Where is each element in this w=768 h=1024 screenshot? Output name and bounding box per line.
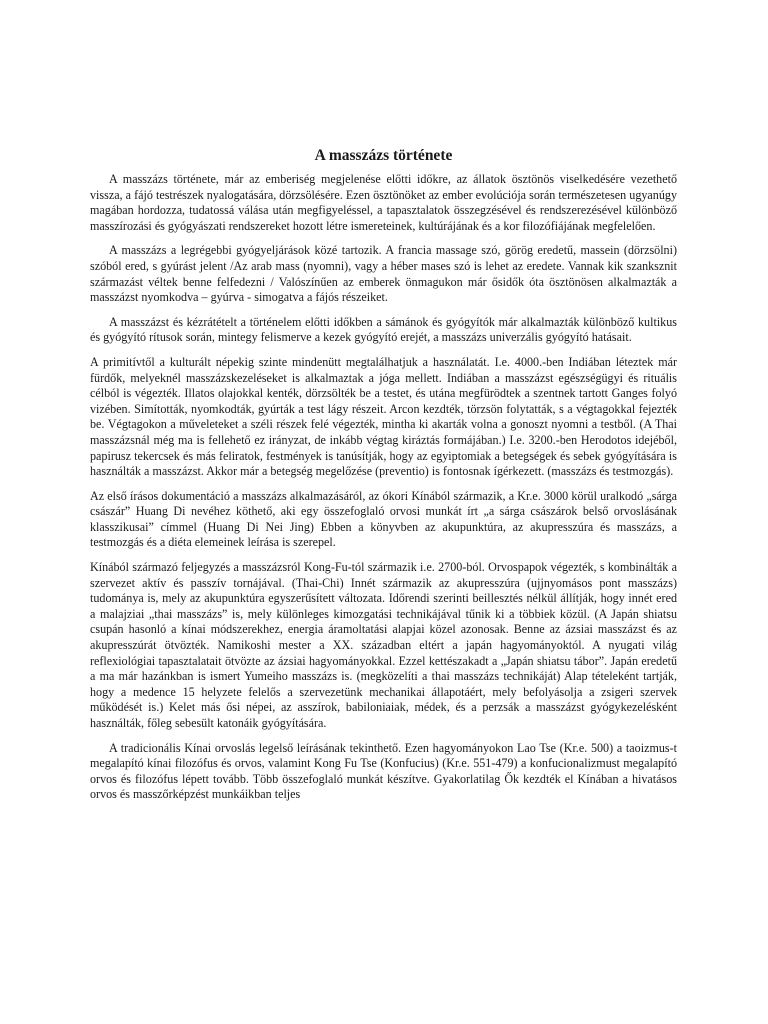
paragraph: A masszázs története, már az emberiség megjelenése előtti időkre, az állatok ösztönös viselkedésére vezethető vissza, a fájó testrészek nyalogatására, dörzsölésére. Ezen ösztönöket az ember evolúciója során természetesen ugyanúgy magában hordozza, tudatossá válása után megfigyeléssel, a tapasztalatok összegzésével és rendszerezésével különböző masszírozási és gyógyászati rendszereket hozott létre ismereteinek, kultúrájának és a kor filozófiájának megfelelően. <box>90 172 677 233</box>
paragraph: A masszázs a legrégebbi gyógyeljárások közé tartozik. A francia massage szó, görög eredetű, massein (dörzsölni) szóból ered, s gyúrást jelent /Az arab mass (nyomni), vagy a héber mases szó is lehet az eredete. Vannak kik szanksznit származást véltek benne felfedezni / Valószínűen az emberek önmagukon már ősidők óta ösztönösen alkalmazták a masszázst nyomkodva – gyúrva - simogatva a fájós részeiket. <box>90 243 677 305</box>
paragraph: Az első írásos dokumentáció a masszázs alkalmazásáról, az ókori Kínából származik, a Kr.e. 3000 körül uralkodó „sárga császár” Huang Di nevéhez köthető, aki egy összefoglaló orvosi munkát írt „a sárga császárok belső orvoslásának klasszikusai” címmel (Huang Di Nei Jing) Ebben a könyvben az akupunktúra, az akupresszúra és masszázs, a testmozgás és a diéta elemeinek leírása is szerepel. <box>90 488 677 550</box>
paragraph: A tradicionális Kínai orvoslás legelső leírásának tekinthető. Ezen hagyományokon Lao Tse (Kr.e. 500) a taoizmus-t megalapító kínai filozófus és orvos, valamint Kong Fu Tse (Konfucius) (Kr.e. 551-479) a konfucionalizmust megalapító orvos és filozófus lépett tovább. Több összefoglaló munkát készítve. Gyakorlatilag Ők kezdték el Kínában a hivatásos orvos és masszőrképzést munkáikban teljes <box>90 740 677 802</box>
document-page <box>90 0 677 1024</box>
paragraph: A masszázst és kézrátételt a történelem előtti időkben a sámánok és gyógyítók már alkalmazták különböző kultikus és gyógyító rítusok során, mintegy felismerve a kezek gyógyító erejét, a masszázs univerzális gyógyító hatásait. <box>90 314 677 345</box>
paragraph: Kínából származó feljegyzés a masszázsról Kong-Fu-tól származik i.e. 2700-ból. Orvospapok végezték, s kombinálták a szervezet aktív és passzív tornájával. (Thai-Chi) Innét származik az akupresszúra (ujjnyomásos pont masszázs) tudománya is, mely az akupunktúra egyszerűsített változata. Időrendi szerinti beillesztés nélkül állítják, hogy innét ered a malajziai „thai masszázs” is, mely különleges kimozgatási technikájával tűnik ki a többiek közül. (A Japán shiatsu csupán hasonló a kínai módszerekhez, energia áramoltatási alapjai közel azonosak. Benne az ázsiai masszázst és az akupresszúrát ötvözték. Namikoshi mester a XX. században eltért a japán hagyományoktól. A nyugati világ reflexiológiai tapasztalatait ötvözte az ázsiai hagyományokkal. Ezzel kettészakadt a „Japán shiatsu tábor”. Japán eredetű a ma már hazánkban is ismert Yumeiho masszázs is. (megközelíti a thai masszázs technikáját) Alap tételeként tartják, hogy a medence 15 helyzete felelős a szervezetünk mechanikai állapotáért, mely befolyásolja a zsigeri szervek működését is.) Kelet más ősi népei, az asszírok, babiloniaiak, médek, és a perzsák a masszázst gyógykezelésként használták, főleg sebesült katonáik gyógyítására. <box>90 560 677 730</box>
document-title: A masszázs története <box>314 147 453 164</box>
paragraph: A primitívtől a kulturált népekig szinte mindenütt megtalálhatjuk a használatát. I.e. 4000.-ben Indiában léteztek már fürdők, melyeknél masszázskezeléseket is alkalmaztak a jóga mellett. Indiában a masszázst egészségügyi és rituális célból is végezték. Illatos olajokkal kenték, dörzsölték be a testet, és utána megfürödtek a szentnek tartott Ganges folyó vizében. Simították, nyomkodták, gyúrták a test lágy részeit. Arcon kezdték, törzsön folytatták, s a végtagokkal fejezték be. Végtagokon a műveleteket a széli részek felé végezték, mintha ki akarták volna a gonoszt nyomni a testből. (A Thai masszázsnál még ma is fellehető ez irányzat, de inkább végtag kiráztás formájában.) I.e. 3200.-ben Herodotos idejéből, papirusz tekercsek és más feliratok, festmények is tanúsítják, hogy az egyiptomiak a betegségek és sebek gyógyítására is használták a masszázst. Akkor már a betegség megelőzése (preventio) is fontosnak ígérkezett. (masszázs és testmozgás). <box>90 354 677 479</box>
